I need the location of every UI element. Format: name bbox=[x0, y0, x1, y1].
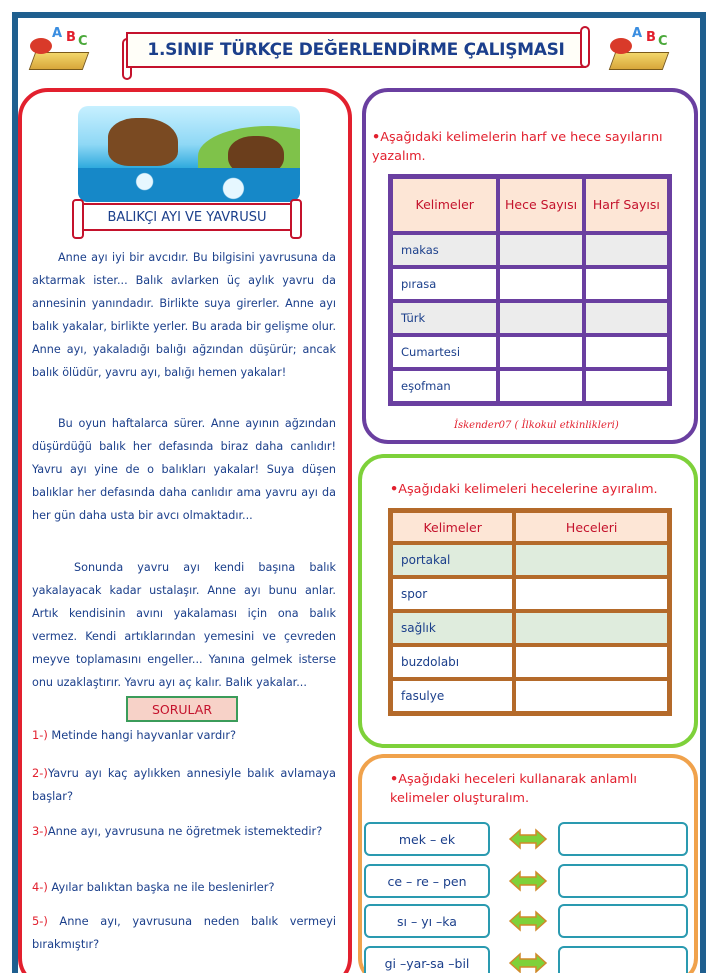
table-row bbox=[392, 646, 668, 678]
answer-cell[interactable] bbox=[499, 268, 582, 300]
answer-cell[interactable] bbox=[499, 336, 582, 368]
question-item: 3-)Anne ayı, yavrusuna ne öğretmek istemektedir? bbox=[32, 824, 323, 838]
table-row bbox=[392, 234, 668, 266]
answer-cell[interactable] bbox=[585, 370, 668, 402]
col-header: Kelimeler bbox=[392, 512, 513, 542]
question-item: 4-) Ayılar balıktan başka ne ile beslenirler? bbox=[32, 880, 275, 894]
answer-box[interactable] bbox=[558, 822, 688, 856]
answer-cell[interactable] bbox=[499, 234, 582, 266]
word-cell: fasulye bbox=[392, 680, 513, 712]
answer-cell[interactable] bbox=[515, 544, 668, 576]
syllable-box: ce – re – pen bbox=[364, 864, 490, 898]
double-arrow-icon bbox=[508, 910, 548, 932]
table-row bbox=[392, 578, 668, 610]
abc-book-icon: A B C bbox=[26, 26, 92, 76]
double-arrow-icon bbox=[508, 870, 548, 892]
answer-box[interactable] bbox=[558, 946, 688, 973]
answer-cell[interactable] bbox=[515, 612, 668, 644]
story-title: BALIKÇI AYI VE YAVRUSU bbox=[80, 203, 294, 231]
double-arrow-icon bbox=[508, 952, 548, 973]
col-header: Hece Sayısı bbox=[499, 178, 582, 232]
story-paragraph: Anne ayı iyi bir avcıdır. Bu bilgisini yavrusuna da aktarmak ister... Balık avlarken üç aylık yavru da annesinin yanındadır. Birlikte suya girerler. Anne ayı balık yakalar, birlikte yerler. Bu arada bir gelişme olur. Anne ayı, yakaladığı balığı ağzından düşürür; ancak balık ölüdür, yavru ayı, balığı hemen yakalar! bbox=[32, 251, 336, 379]
col-header: Harf Sayısı bbox=[585, 178, 668, 232]
syllable-box: sı – yı –ka bbox=[364, 904, 490, 938]
activity3-instruction: •Aşağıdaki heceleri kullanarak anlamlı kelimeler oluşturalım. bbox=[390, 772, 637, 806]
table-row bbox=[392, 268, 668, 300]
syllable-box: mek – ek bbox=[364, 822, 490, 856]
table-row bbox=[392, 544, 668, 576]
questions-tag: SORULAR bbox=[126, 696, 238, 722]
title-scroll-curl-right bbox=[580, 26, 590, 68]
activity2-instruction: •Aşağıdaki kelimeleri hecelerine ayıralım. bbox=[390, 482, 658, 497]
activity1-instruction: •Aşağıdaki kelimelerin harf ve hece sayılarını yazalım. bbox=[372, 130, 663, 164]
word-cell: eşofman bbox=[392, 370, 497, 402]
answer-box[interactable] bbox=[558, 904, 688, 938]
answer-cell[interactable] bbox=[515, 680, 668, 712]
story-paragraph: Sonunda yavru ayı kendi başına balık yakalayacak kadar ustalaşır. Anne ayı bunu anlar. Artık kendisinin avını yakalaması için ona balık vermez. Kendi artıklarından yemesini ve çevreden meyve toplamasını engeller... Yanına gelmek isterse onu uzaklaştırır. Yavru ayı aç kalır. Balık yakalar... bbox=[32, 561, 336, 689]
answer-cell[interactable] bbox=[585, 302, 668, 334]
answer-cell[interactable] bbox=[585, 268, 668, 300]
word-cell: Türk bbox=[392, 302, 497, 334]
table-row bbox=[392, 302, 668, 334]
col-header: Heceleri bbox=[515, 512, 668, 542]
word-cell: Cumartesi bbox=[392, 336, 497, 368]
answer-cell[interactable] bbox=[515, 578, 668, 610]
word-cell: pırasa bbox=[392, 268, 497, 300]
syllables-table bbox=[388, 508, 672, 716]
table-row bbox=[392, 336, 668, 368]
col-header: Kelimeler bbox=[392, 178, 497, 232]
story-paragraph: Bu oyun haftalarca sürer. Anne ayının ağzından düşürdüğü balık her defasında biraz daha canlıdır! Yavru ayı yine de o balıkları yakalar! Suya düşen balıklar her defasında daha canlıdır ama yavru ayı da her gün daha usta bir avcı olmaktadır... bbox=[32, 417, 336, 522]
answer-cell[interactable] bbox=[585, 336, 668, 368]
double-arrow-icon bbox=[508, 828, 548, 850]
table-row bbox=[392, 612, 668, 644]
answer-cell[interactable] bbox=[499, 370, 582, 402]
abc-book-icon-right: A B C bbox=[606, 26, 672, 76]
question-item: 2-)Yavru ayı kaç aylıkken annesiyle balık avlamaya başlar? bbox=[32, 766, 336, 803]
question-item: 5-) Anne ayı, yavrusuna neden balık vermeyi bırakmıştır? bbox=[32, 914, 336, 951]
table-row bbox=[392, 370, 668, 402]
question-item: 1-) Metinde hangi hayvanlar vardır? bbox=[32, 728, 237, 742]
bears-fishing-illustration bbox=[78, 106, 300, 202]
word-cell: makas bbox=[392, 234, 497, 266]
answer-cell[interactable] bbox=[585, 234, 668, 266]
table-row bbox=[392, 680, 668, 712]
author-credit: İskender07 ( İlkokul etkinlikleri) bbox=[454, 420, 619, 431]
answer-cell[interactable] bbox=[499, 302, 582, 334]
word-cell: spor bbox=[392, 578, 513, 610]
word-cell: sağlık bbox=[392, 612, 513, 644]
word-cell: portakal bbox=[392, 544, 513, 576]
answer-cell[interactable] bbox=[515, 646, 668, 678]
letter-syllable-table bbox=[388, 174, 672, 406]
answer-box[interactable] bbox=[558, 864, 688, 898]
word-cell: buzdolabı bbox=[392, 646, 513, 678]
syllable-box: gi –yar-sa –bil bbox=[364, 946, 490, 973]
page-title: 1.SINIF TÜRKÇE DEĞERLENDİRME ÇALIŞMASI bbox=[126, 32, 586, 68]
